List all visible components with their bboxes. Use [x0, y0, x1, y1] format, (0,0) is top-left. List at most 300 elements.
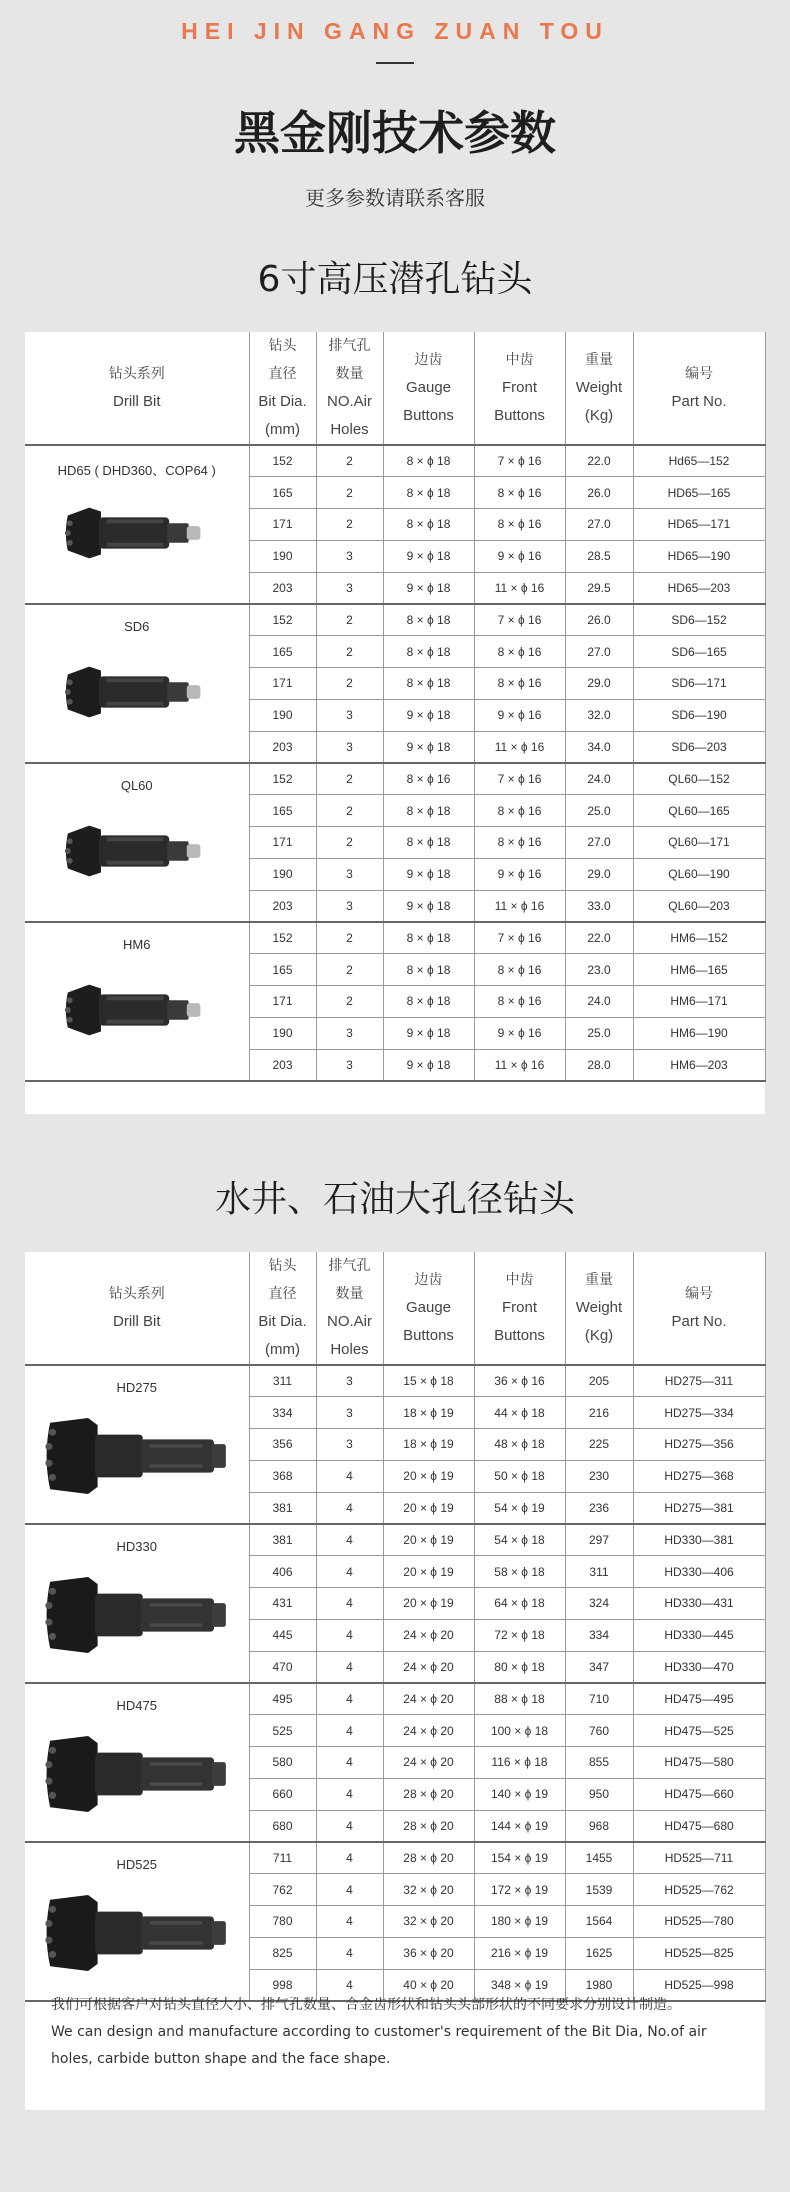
table-row	[25, 445, 765, 477]
spec-cell: 2	[316, 954, 383, 986]
column-header-line: 钻头系列	[108, 366, 165, 382]
spec-cell: 8 × ϕ 16	[474, 986, 565, 1018]
column-header-line: Gauge	[405, 1299, 452, 1316]
spec-cell: 2	[316, 445, 383, 477]
spec-cell: HD330—381	[633, 1524, 765, 1556]
spec-cell: 311	[249, 1365, 316, 1397]
spec-cell: 100 × ϕ 18	[474, 1715, 565, 1747]
spec-cell: 825	[249, 1937, 316, 1969]
spec-cell: 8 × ϕ 18	[383, 636, 474, 668]
spec-cell: HM6—190	[633, 1017, 765, 1049]
spec-table-6inch	[25, 332, 766, 1082]
spec-cell: 406	[249, 1556, 316, 1588]
spec-cell: 8 × ϕ 18	[383, 922, 474, 954]
spec-cell: 236	[565, 1492, 633, 1524]
spec-cell: 9 × ϕ 18	[383, 858, 474, 890]
column-header	[25, 332, 249, 445]
custom-design-note	[51, 1992, 751, 2073]
spec-cell: QL60—171	[633, 827, 765, 859]
table-row	[25, 604, 765, 636]
spec-cell: 368	[249, 1460, 316, 1492]
spec-cell: 36 × ϕ 20	[383, 1937, 474, 1969]
spec-cell: HD330—406	[633, 1556, 765, 1588]
spec-cell: 11 × ϕ 16	[474, 1049, 565, 1081]
column-header-line: 编号	[685, 366, 713, 382]
spec-cell: 495	[249, 1683, 316, 1715]
column-header	[383, 1252, 474, 1365]
drill-bit-image	[53, 653, 223, 731]
column-header-line: Weight	[575, 1299, 623, 1316]
spec-cell: 165	[249, 954, 316, 986]
spec-cell: 4	[316, 1937, 383, 1969]
spec-cell: 11 × ϕ 16	[474, 731, 565, 763]
column-header-line: 钻头	[268, 1258, 297, 1274]
spec-cell: 29.5	[565, 572, 633, 604]
table-row	[25, 1524, 765, 1556]
spec-cell: 4	[316, 1556, 383, 1588]
spec-cell: 34.0	[565, 731, 633, 763]
spec-cell: 2	[316, 827, 383, 859]
spec-cell: 22.0	[565, 445, 633, 477]
spec-cell: 4	[316, 1683, 383, 1715]
spec-cell: 1539	[565, 1874, 633, 1906]
spec-cell: 762	[249, 1874, 316, 1906]
spec-cell: 190	[249, 540, 316, 572]
table-row	[25, 763, 765, 795]
spec-cell: 348 × ϕ 19	[474, 1969, 565, 2001]
spec-cell: HD475—580	[633, 1747, 765, 1779]
spec-cell: 20 × ϕ 19	[383, 1556, 474, 1588]
spec-cell: 24 × ϕ 20	[383, 1683, 474, 1715]
spec-cell: 8 × ϕ 16	[474, 668, 565, 700]
spec-cell: 50 × ϕ 18	[474, 1460, 565, 1492]
spec-cell: 710	[565, 1683, 633, 1715]
spec-cell: 381	[249, 1492, 316, 1524]
column-header-line: (Kg)	[584, 407, 614, 424]
column-header	[249, 332, 316, 445]
spec-cell: 48 × ϕ 18	[474, 1429, 565, 1461]
column-header-line: Drill Bit	[113, 1313, 161, 1330]
column-header-line: Weight	[575, 379, 623, 396]
spec-cell: 9 × ϕ 18	[383, 572, 474, 604]
drill-series-cell	[25, 1365, 249, 1524]
spec-cell: 4	[316, 1874, 383, 1906]
spec-cell: 1980	[565, 1969, 633, 2001]
spec-cell: QL60—165	[633, 795, 765, 827]
spec-cell: 8 × ϕ 18	[383, 477, 474, 509]
column-header-line: Part No.	[671, 393, 727, 410]
spec-cell: 28 × ϕ 20	[383, 1810, 474, 1842]
spec-cell: 1625	[565, 1937, 633, 1969]
spec-cell: 58 × ϕ 18	[474, 1556, 565, 1588]
table-row	[25, 1683, 765, 1715]
spec-cell: 2	[316, 922, 383, 954]
column-header-line: 中齿	[505, 1272, 534, 1288]
column-header-line: 重量	[585, 1272, 613, 1288]
spec-cell: HD65—165	[633, 477, 765, 509]
spec-cell: 190	[249, 699, 316, 731]
spec-cell: 9 × ϕ 16	[474, 858, 565, 890]
spec-cell: 216 × ϕ 19	[474, 1937, 565, 1969]
table-row	[25, 1365, 765, 1397]
spec-cell: 8 × ϕ 16	[474, 795, 565, 827]
column-header-line: Buttons	[494, 407, 545, 424]
column-header	[474, 332, 565, 445]
column-header-line: Bit Dia.	[258, 393, 307, 410]
spec-cell: 4	[316, 1969, 383, 2001]
spec-cell: 24 × ϕ 20	[383, 1651, 474, 1683]
spec-cell: 381	[249, 1524, 316, 1556]
column-header-line: Buttons	[403, 407, 454, 424]
note-panel	[25, 1997, 765, 2110]
drill-bit-image	[53, 812, 223, 890]
spec-cell: 998	[249, 1969, 316, 2001]
spec-cell: 8 × ϕ 18	[383, 954, 474, 986]
drill-bit-image	[53, 971, 223, 1049]
spec-cell: 2	[316, 795, 383, 827]
spec-cell: 2	[316, 509, 383, 541]
spec-cell: 64 × ϕ 18	[474, 1588, 565, 1620]
spec-cell: 25.0	[565, 1017, 633, 1049]
spec-cell: 165	[249, 636, 316, 668]
spec-cell: 8 × ϕ 16	[474, 954, 565, 986]
spec-cell: 152	[249, 604, 316, 636]
column-header-line: 数量	[335, 1286, 364, 1302]
spec-cell: 22.0	[565, 922, 633, 954]
drill-series-cell	[25, 1842, 249, 2001]
spec-cell: 855	[565, 1747, 633, 1779]
column-header	[633, 1252, 765, 1365]
spec-cell: 203	[249, 572, 316, 604]
spec-cell: 2	[316, 763, 383, 795]
column-header	[316, 1252, 383, 1365]
spec-cell: 680	[249, 1810, 316, 1842]
spec-cell: HD475—495	[633, 1683, 765, 1715]
spec-cell: 203	[249, 1049, 316, 1081]
spec-cell: 190	[249, 1017, 316, 1049]
spec-cell: HD65—190	[633, 540, 765, 572]
spec-cell: 152	[249, 922, 316, 954]
spec-cell: 8 × ϕ 18	[383, 604, 474, 636]
column-header-line: (mm)	[265, 421, 300, 438]
column-header-line: 钻头	[268, 338, 297, 354]
spec-cell: 203	[249, 731, 316, 763]
spec-cell: 9 × ϕ 18	[383, 890, 474, 922]
column-header-line: 编号	[685, 1286, 713, 1302]
column-header-line: 排气孔	[328, 1258, 371, 1274]
spec-cell: 190	[249, 858, 316, 890]
spec-cell: 36 × ϕ 16	[474, 1365, 565, 1397]
spec-cell: 32 × ϕ 20	[383, 1906, 474, 1938]
spec-cell: HD275—334	[633, 1397, 765, 1429]
drill-bit-image	[43, 1565, 233, 1665]
spec-cell: QL60—203	[633, 890, 765, 922]
spec-cell: HD65—203	[633, 572, 765, 604]
spec-cell: SD6—203	[633, 731, 765, 763]
column-header	[383, 332, 474, 445]
spec-cell: 11 × ϕ 16	[474, 572, 565, 604]
column-header-line: 钻头系列	[108, 1286, 165, 1302]
column-header-line: Part No.	[671, 1313, 727, 1330]
column-header-line: Gauge	[405, 379, 452, 396]
spec-cell: HM6—203	[633, 1049, 765, 1081]
drill-bit-image	[53, 494, 223, 572]
brand-divider	[376, 62, 414, 64]
spec-cell: 431	[249, 1588, 316, 1620]
spec-cell: HM6—165	[633, 954, 765, 986]
spec-cell: 3	[316, 699, 383, 731]
spec-cell: HD330—445	[633, 1619, 765, 1651]
spec-cell: 9 × ϕ 18	[383, 1017, 474, 1049]
spec-cell: 1564	[565, 1906, 633, 1938]
drill-series-name: HD330	[116, 1538, 157, 1554]
column-header	[565, 332, 633, 445]
spec-cell: HD525—762	[633, 1874, 765, 1906]
spec-cell: 8 × ϕ 18	[383, 445, 474, 477]
column-header-line: 边齿	[414, 1272, 443, 1288]
spec-cell: 780	[249, 1906, 316, 1938]
spec-cell: 26.0	[565, 604, 633, 636]
spec-cell: 3	[316, 572, 383, 604]
drill-bit-picture	[43, 1565, 233, 1668]
page-subtitle: 更多参数请联系客服	[305, 186, 485, 210]
drill-series-name: QL60	[120, 777, 153, 793]
spec-cell: 7 × ϕ 16	[474, 763, 565, 795]
column-header-line: 重量	[585, 352, 613, 368]
drill-series-cell	[25, 604, 249, 763]
drill-bit-picture	[53, 494, 223, 575]
spec-cell: 2	[316, 604, 383, 636]
spec-cell: 8 × ϕ 18	[383, 986, 474, 1018]
spec-cell: 9 × ϕ 16	[474, 540, 565, 572]
spec-cell: 968	[565, 1810, 633, 1842]
column-header	[316, 332, 383, 445]
spec-cell: HD475—525	[633, 1715, 765, 1747]
spec-cell: 7 × ϕ 16	[474, 604, 565, 636]
spec-cell: 26.0	[565, 477, 633, 509]
spec-cell: 2	[316, 668, 383, 700]
spec-cell: 9 × ϕ 16	[474, 1017, 565, 1049]
spec-cell: 4	[316, 1619, 383, 1651]
spec-cell: 171	[249, 986, 316, 1018]
column-header	[474, 1252, 565, 1365]
spec-cell: HD330—431	[633, 1588, 765, 1620]
spec-cell: 8 × ϕ 16	[474, 636, 565, 668]
spec-cell: HD330—470	[633, 1651, 765, 1683]
spec-cell: 445	[249, 1619, 316, 1651]
drill-series-name: HD525	[116, 1856, 157, 1872]
spec-cell: HD525—711	[633, 1842, 765, 1874]
spec-cell: 165	[249, 795, 316, 827]
column-header-line: Buttons	[494, 1327, 545, 1344]
spec-cell: 4	[316, 1842, 383, 1874]
spec-cell: 2	[316, 477, 383, 509]
drill-bit-image	[43, 1406, 233, 1506]
spec-cell: 225	[565, 1429, 633, 1461]
spec-cell: 3	[316, 1049, 383, 1081]
spec-cell: HD525—825	[633, 1937, 765, 1969]
spec-cell: 9 × ϕ 18	[383, 731, 474, 763]
column-header-line: Drill Bit	[113, 393, 161, 410]
spec-cell: HD65—171	[633, 509, 765, 541]
spec-cell: 152	[249, 763, 316, 795]
column-header	[249, 1252, 316, 1365]
spec-cell: 580	[249, 1747, 316, 1779]
column-header-line: Front	[501, 1299, 537, 1316]
drill-bit-picture	[43, 1406, 233, 1509]
spec-cell: 72 × ϕ 18	[474, 1619, 565, 1651]
page-title: 黑金刚技术参数	[234, 106, 556, 160]
drill-bit-picture	[53, 812, 223, 893]
section-title-large-bore: 水井、石油大孔径钻头	[214, 1179, 575, 1220]
spec-table-large-bore	[25, 1252, 766, 2002]
spec-cell: 3	[316, 731, 383, 763]
spec-cell: 18 × ϕ 19	[383, 1429, 474, 1461]
spec-cell: 28.0	[565, 1049, 633, 1081]
column-header-line: 边齿	[414, 352, 443, 368]
spec-cell: 8 × ϕ 16	[474, 827, 565, 859]
spec-cell: 165	[249, 477, 316, 509]
note-cn: 我们可根据客户对钻头直径大小、排气孔数量、合金齿形状和钻头头部形状的不同要求分别设计制造。	[51, 1997, 681, 2013]
spec-cell: 24.0	[565, 763, 633, 795]
spec-cell: 470	[249, 1651, 316, 1683]
spec-panel-6inch	[25, 332, 765, 1114]
drill-series-cell	[25, 1683, 249, 1842]
spec-cell: 171	[249, 509, 316, 541]
spec-cell: 27.0	[565, 636, 633, 668]
spec-cell: SD6—171	[633, 668, 765, 700]
spec-cell: 4	[316, 1778, 383, 1810]
spec-cell: 3	[316, 540, 383, 572]
spec-cell: 24 × ϕ 20	[383, 1747, 474, 1779]
drill-bit-image	[43, 1724, 233, 1824]
spec-cell: 28 × ϕ 20	[383, 1778, 474, 1810]
drill-bit-image	[43, 1883, 233, 1983]
spec-cell: 9 × ϕ 18	[383, 1049, 474, 1081]
spec-cell: 2	[316, 986, 383, 1018]
spec-cell: 80 × ϕ 18	[474, 1651, 565, 1683]
spec-cell: 324	[565, 1588, 633, 1620]
spec-cell: 9 × ϕ 16	[474, 699, 565, 731]
column-header-line: 排气孔	[328, 338, 371, 354]
spec-cell: HD525—780	[633, 1906, 765, 1938]
spec-cell: 297	[565, 1524, 633, 1556]
column-header	[565, 1252, 633, 1365]
section-title-6inch: 6寸高压潜孔钻头	[257, 259, 533, 300]
hero	[0, 0, 790, 210]
column-header-line: NO.Air	[327, 1313, 372, 1330]
spec-cell: QL60—190	[633, 858, 765, 890]
spec-cell: HM6—171	[633, 986, 765, 1018]
spec-cell: 4	[316, 1810, 383, 1842]
spec-cell: 3	[316, 890, 383, 922]
spec-cell: 525	[249, 1715, 316, 1747]
spec-cell: 28 × ϕ 20	[383, 1842, 474, 1874]
drill-series-cell	[25, 922, 249, 1081]
spec-cell: 203	[249, 890, 316, 922]
spec-cell: 171	[249, 668, 316, 700]
spec-cell: 20 × ϕ 19	[383, 1492, 474, 1524]
spec-cell: 23.0	[565, 954, 633, 986]
spec-cell: 711	[249, 1842, 316, 1874]
spec-cell: 4	[316, 1651, 383, 1683]
spec-cell: 4	[316, 1747, 383, 1779]
spec-cell: 20 × ϕ 19	[383, 1588, 474, 1620]
spec-cell: 24 × ϕ 20	[383, 1619, 474, 1651]
spec-cell: 1455	[565, 1842, 633, 1874]
column-header-line: 直径	[268, 1286, 297, 1302]
spec-cell: 205	[565, 1365, 633, 1397]
drill-series-name: HD275	[116, 1380, 157, 1395]
spec-cell: 152	[249, 445, 316, 477]
column-header-line: Front	[501, 379, 537, 396]
spec-cell: SD6—152	[633, 604, 765, 636]
spec-cell: 24.0	[565, 986, 633, 1018]
drill-bit-picture	[53, 971, 223, 1052]
spec-cell: 9 × ϕ 18	[383, 540, 474, 572]
spec-cell: 334	[249, 1397, 316, 1429]
spec-cell: 8 × ϕ 18	[383, 509, 474, 541]
column-header	[25, 1252, 249, 1365]
spec-cell: HD525—998	[633, 1969, 765, 2001]
spec-cell: 8 × ϕ 18	[383, 668, 474, 700]
spec-cell: 311	[565, 1556, 633, 1588]
column-header-line: 直径	[268, 366, 297, 382]
drill-bit-picture	[53, 653, 223, 734]
spec-cell: 154 × ϕ 19	[474, 1842, 565, 1874]
spec-cell: 28.5	[565, 540, 633, 572]
spec-cell: 3	[316, 1017, 383, 1049]
spec-cell: Hd65—152	[633, 445, 765, 477]
spec-cell: 27.0	[565, 827, 633, 859]
spec-cell: HD275—356	[633, 1429, 765, 1461]
spec-cell: 20 × ϕ 19	[383, 1460, 474, 1492]
drill-series-cell	[25, 445, 249, 604]
spec-cell: QL60—152	[633, 763, 765, 795]
spec-cell: 760	[565, 1715, 633, 1747]
spec-cell: 88 × ϕ 18	[474, 1683, 565, 1715]
spec-cell: HD275—381	[633, 1492, 765, 1524]
spec-cell: 9 × ϕ 18	[383, 699, 474, 731]
spec-cell: 8 × ϕ 16	[383, 763, 474, 795]
spec-cell: 4	[316, 1906, 383, 1938]
spec-cell: HD475—660	[633, 1778, 765, 1810]
drill-series-cell	[25, 763, 249, 922]
brand-name: HEI JIN GANG ZUAN TOU	[181, 18, 609, 44]
spec-cell: 171	[249, 827, 316, 859]
table-row	[25, 1842, 765, 1874]
spec-cell: 180 × ϕ 19	[474, 1906, 565, 1938]
spec-cell: 172 × ϕ 19	[474, 1874, 565, 1906]
column-header-line: NO.Air	[327, 393, 372, 410]
spec-cell: 4	[316, 1460, 383, 1492]
spec-cell: 27.0	[565, 509, 633, 541]
spec-cell: 116 × ϕ 18	[474, 1747, 565, 1779]
spec-cell: 3	[316, 1365, 383, 1397]
column-header-line: 中齿	[505, 352, 534, 368]
drill-series-name: HD475	[116, 1697, 157, 1713]
spec-cell: 20 × ϕ 19	[383, 1524, 474, 1556]
spec-cell: 7 × ϕ 16	[474, 922, 565, 954]
column-header-line: (Kg)	[584, 1327, 614, 1344]
spec-cell: 2	[316, 636, 383, 668]
spec-cell: 356	[249, 1429, 316, 1461]
spec-cell: 660	[249, 1778, 316, 1810]
column-header-line: (mm)	[265, 1341, 300, 1358]
spec-cell: 29.0	[565, 668, 633, 700]
column-header-line: 数量	[335, 366, 364, 382]
spec-cell: SD6—190	[633, 699, 765, 731]
